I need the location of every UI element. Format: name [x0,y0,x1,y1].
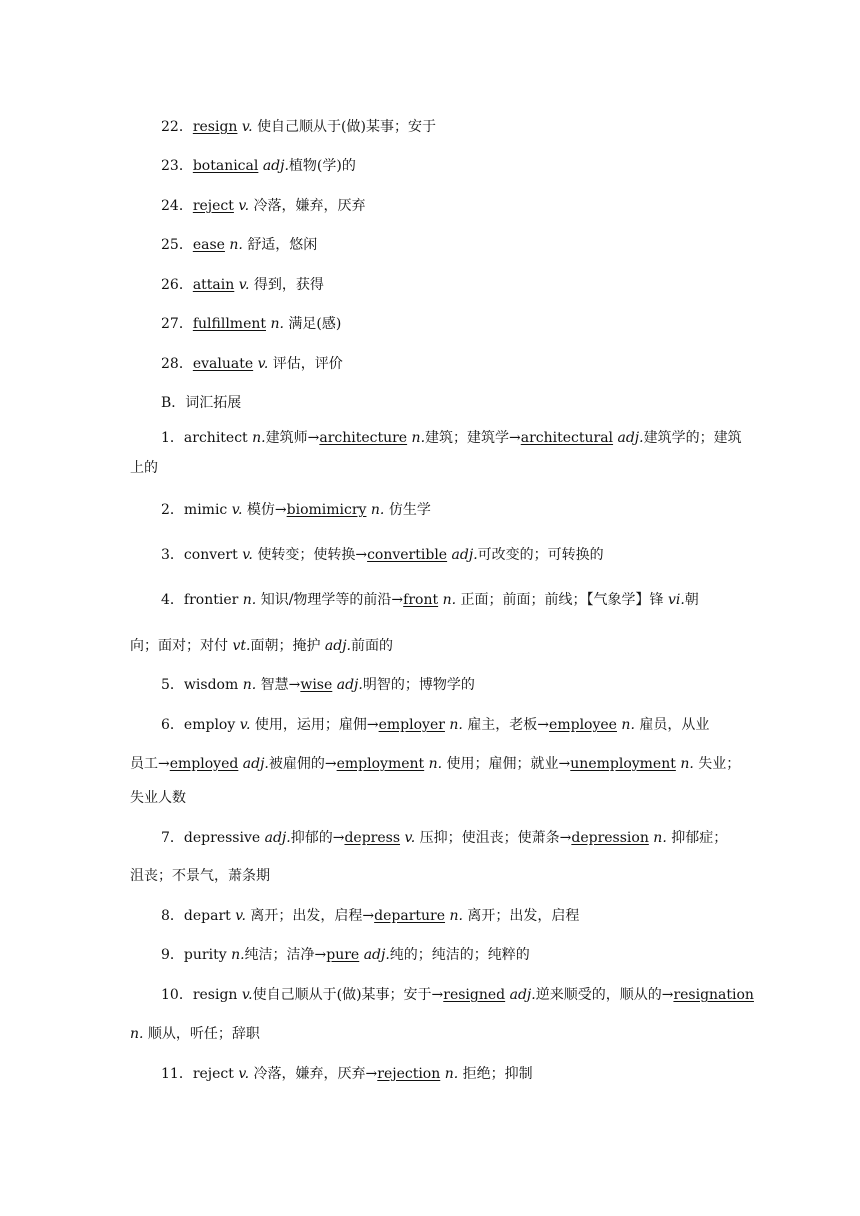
expansion-item-7 [161,828,860,848]
item-number: 2． [161,502,184,518]
meaning: 使转变；使转换→ [257,547,368,563]
expansion-item-8 [161,906,860,926]
item-number: 10． [161,987,193,1003]
derived-word: departure [374,908,446,924]
vocab-word: ease [192,237,225,253]
item-number: 7． [161,830,184,846]
part-of-speech: vt. [232,638,251,654]
derived-word: architectural [520,430,614,446]
meaning: 使用；雇佣；就业→ [446,756,571,772]
meaning: 逆来顺受的，顺从的→ [535,987,674,1003]
part-of-speech: v. [238,277,250,293]
item-number: 6． [161,717,184,733]
part-of-speech: n. [444,1066,459,1082]
vocab-word: depart [183,908,231,924]
expansion-item-7-continued: 沮丧；不景气，萧条期 [130,868,270,884]
part-of-speech: adj. [336,677,363,693]
vocab-word: attain [192,277,235,293]
derived-word: employment [336,756,425,772]
derived-word: employee [549,717,617,733]
meaning: 得到，获得 [253,277,324,293]
meaning: 舒适，悠闲 [247,237,318,253]
vocab-item-26 [161,275,860,295]
item-number: 23． [161,158,193,174]
derived-word: unemployment [570,756,676,772]
part-of-speech: adj. [242,756,269,772]
derived-word: resigned [443,987,506,1003]
part-of-speech: v. [239,717,251,733]
meaning: 雇主，老板→ [467,717,550,733]
part-of-speech: v. [238,1066,250,1082]
meaning: 离开；出发，启程 [467,908,580,924]
vocab-word: wisdom [183,677,239,693]
part-of-speech: v. [257,356,269,372]
part-of-speech: v. [241,987,253,1003]
meaning: 纯的；纯洁的；纯粹的 [389,947,530,963]
derived-word: biomimicry [286,502,367,518]
expansion-item-10-continued [130,1024,860,1044]
vocab-word: convert [183,547,238,563]
meaning: 智慧→ [260,677,301,693]
derived-word: employer [378,717,445,733]
part-of-speech: adj. [262,158,289,174]
meaning: 满足(感) [288,316,342,332]
item-number: 26． [161,277,193,293]
vocab-word: mimic [183,502,228,518]
vocab-item-28 [161,354,860,374]
derived-word: convertible [367,547,448,563]
part-of-speech: n. [621,717,635,733]
expansion-item-9 [161,945,860,965]
vocab-word: architect [183,430,248,446]
meaning: 面朝；掩护 [250,638,321,654]
part-of-speech: n. [130,1026,144,1042]
vocab-word: evaluate [192,356,254,372]
meaning: 仿生学 [388,502,431,518]
vocab-word: depressive [183,830,261,846]
item-number: 27． [161,316,193,332]
item-number: 25． [161,237,193,253]
part-of-speech: adj. [509,987,536,1003]
item-number: 5． [161,677,184,693]
meaning: 建筑学的；建筑 [643,430,742,446]
section-b-title: B．词汇拓展 [161,395,242,411]
part-of-speech: n. [270,316,284,332]
expansion-item-5 [161,675,860,695]
part-of-speech: n. [242,677,257,693]
meaning: 正面；前面；前线；【气象学】锋 [460,592,664,608]
part-of-speech: adj. [363,947,390,963]
meaning: 前面的 [351,638,394,654]
part-of-speech: n. [428,756,443,772]
meaning: 拒绝；抑制 [462,1066,533,1082]
item-number: 11． [161,1066,193,1082]
meaning: 失业； [698,756,741,772]
meaning: 使自己顺从于(做)某事；安于→ [252,987,444,1003]
part-of-speech: adj. [264,830,291,846]
meaning: 可改变的；可转换的 [477,547,604,563]
part-of-speech: n. [411,430,426,446]
item-number: 24． [161,198,193,214]
derived-word: architecture [319,430,408,446]
meaning: 冷落，嫌弃，厌弃→ [253,1066,378,1082]
part-of-speech: v. [235,908,246,924]
item-number: 3． [161,547,184,563]
vocab-word: reject [192,1066,234,1082]
vocab-word: resign [192,119,238,135]
vocab-word: purity [183,947,227,963]
meaning: 建筑；建筑学→ [425,430,521,446]
expansion-item-11 [161,1064,860,1084]
meaning: 被雇佣的→ [268,756,337,772]
expansion-item-6-continued [130,754,860,774]
meaning: 朝 [684,592,699,608]
derived-word: resignation [673,987,754,1003]
part-of-speech: v. [241,119,253,135]
derived-word: pure [326,947,360,963]
part-of-speech: v. [242,547,253,563]
part-of-speech: v. [404,830,416,846]
meaning: 抑郁的→ [290,830,345,846]
meaning: 使用，运用；雇佣→ [254,717,379,733]
part-of-speech: n. [680,756,694,772]
meaning: 建筑师→ [265,430,320,446]
expansion-item-10 [161,985,860,1005]
vocab-word: resign [192,987,238,1003]
meaning: 冷落，嫌弃，厌弃 [253,198,366,214]
part-of-speech: n. [449,908,463,924]
derived-word: depress [344,830,401,846]
expansion-item-6-continued-2: 失业人数 [130,790,186,806]
vocab-item-23 [161,156,860,176]
part-of-speech: n. [229,237,243,253]
derived-word: wise [300,677,333,693]
derived-word: depression [571,830,649,846]
part-of-speech: v. [238,198,250,214]
vocab-word: botanical [192,158,259,174]
meaning: 员工→ [130,756,170,772]
item-number: 28． [161,356,193,372]
meaning: 纯洁；洁净→ [244,947,327,963]
derived-word: rejection [377,1066,441,1082]
meaning: 顺从，听任；辞职 [147,1026,260,1042]
meaning: 模仿→ [246,502,287,518]
meaning: 抑郁症； [671,830,728,846]
meaning: 植物(学)的 [288,158,356,174]
part-of-speech: adj. [617,430,644,446]
meaning: 评估，评价 [272,356,343,372]
part-of-speech: n. [242,592,257,608]
vocab-item-25 [161,235,860,255]
part-of-speech: n. [370,502,385,518]
part-of-speech: adj. [451,547,478,563]
meaning: 压抑；使沮丧；使萧条→ [419,830,572,846]
vocab-item-27 [161,314,860,334]
part-of-speech: n. [231,947,245,963]
item-number: 1． [161,430,184,446]
item-number: 8． [161,908,184,924]
expansion-item-4 [161,590,860,610]
item-number: 22． [161,119,193,135]
vocab-item-24 [161,196,860,216]
vocab-word: employ [183,717,236,733]
derived-word: employed [169,756,239,772]
meaning: 知识/物理学等的前沿→ [260,592,404,608]
vocab-word: frontier [183,592,239,608]
vocab-word: fulfillment [192,316,266,332]
expansion-item-4-continued [130,636,860,656]
expansion-item-3 [161,545,860,565]
meaning: 向；面对；对付 [130,638,228,654]
expansion-item-6 [161,715,860,735]
vocab-word: reject [192,198,234,214]
part-of-speech: adj. [324,638,352,654]
expansion-item-2 [161,500,860,520]
part-of-speech: vi. [667,592,685,608]
part-of-speech: v. [231,502,243,518]
expansion-item-1 [161,428,860,448]
meaning: 明智的；博物学的 [362,677,475,693]
part-of-speech: n. [449,717,463,733]
meaning: 雇员，从业 [639,717,710,733]
meaning: 使自己顺从于(做)某事；安于 [257,119,436,135]
vocab-item-22 [161,117,860,137]
expansion-item-1-continued: 上的 [130,460,158,476]
part-of-speech: n. [442,592,457,608]
item-number: 9． [161,947,184,963]
meaning: 离开；出发，启程→ [250,908,375,924]
item-number: 4． [161,592,184,608]
part-of-speech: n. [252,430,266,446]
part-of-speech: n. [653,830,667,846]
derived-word: front [403,592,439,608]
